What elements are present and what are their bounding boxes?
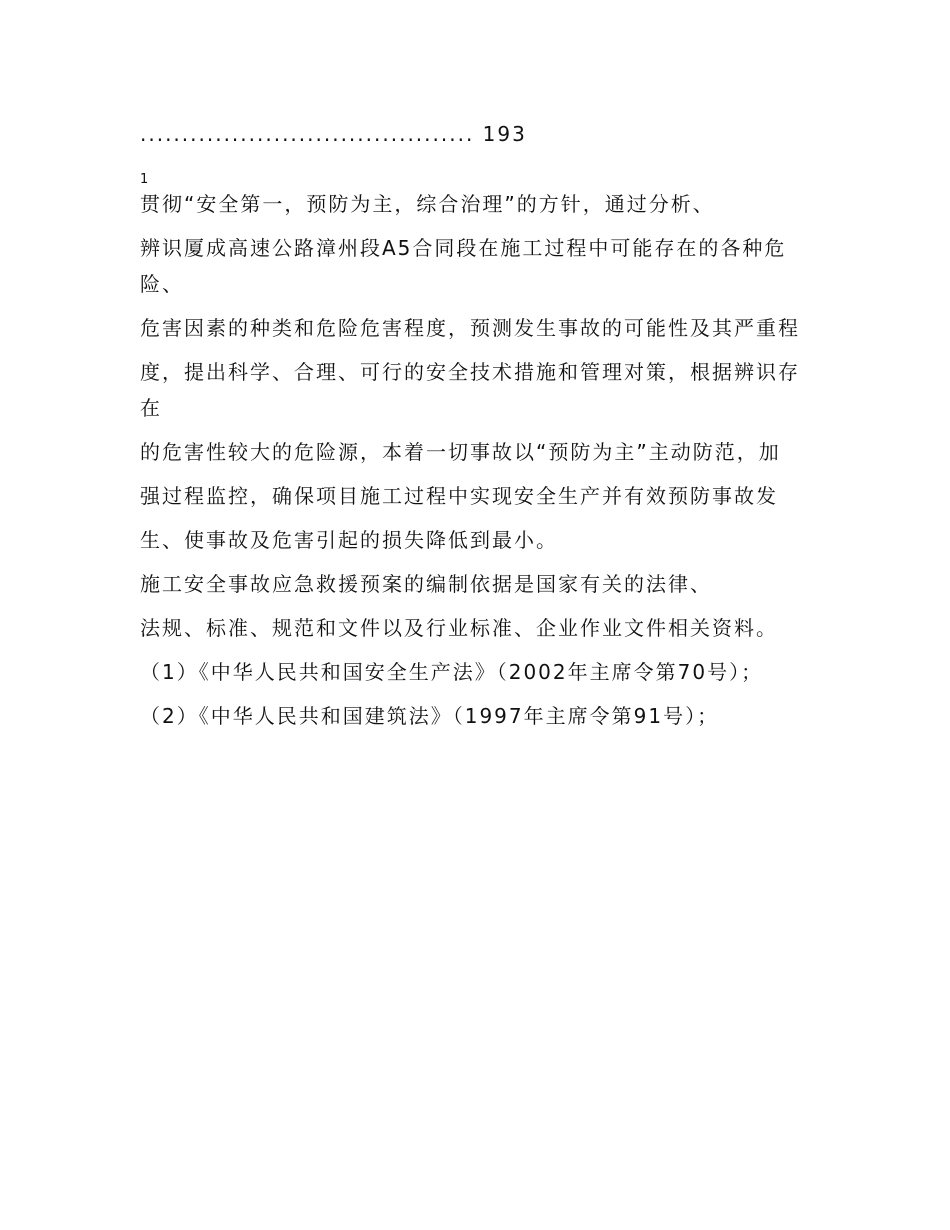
paragraph: 法规、标准、规范和文件以及行业标准、企业作业文件相关资料。 (140, 616, 778, 640)
paragraph: 的危害性较大的危险源，本着一切事故以“预防为主”主动防范，加 (140, 440, 781, 464)
toc-leader: ........................................ (140, 122, 475, 146)
paragraph: 强过程监控，确保项目施工过程中实现安全生产并有效预防事故发 (140, 484, 778, 508)
paragraph: 生、使事故及危害引起的损失降低到最小。 (140, 528, 558, 552)
toc-entry (140, 122, 527, 146)
paragraph: （1）《中华人民共和国安全生产法》（2002年主席令第70号）； (140, 660, 764, 684)
toc-page-number: 193 (482, 122, 527, 146)
paragraph: 辨识厦成高速公路漳州段A5合同段在施工过程中可能存在的各种危险、 (140, 236, 787, 296)
paragraph: 贯彻“安全第一，预防为主，综合治理”的方针，通过分析、 (140, 192, 715, 216)
paragraph: （2）《中华人民共和国建筑法》（1997年主席令第91号）； (140, 704, 720, 728)
paragraph: 度，提出科学、合理、可行的安全技术措施和管理对策，根据辨识存在 (140, 360, 800, 420)
body-text (140, 186, 820, 742)
paragraph: 施工安全事故应急救援预案的编制依据是国家有关的法律、 (140, 572, 712, 596)
page-number: 1 (140, 172, 149, 187)
paragraph: 危害因素的种类和危险危害程度，预测发生事故的可能性及其严重程 (140, 316, 800, 340)
